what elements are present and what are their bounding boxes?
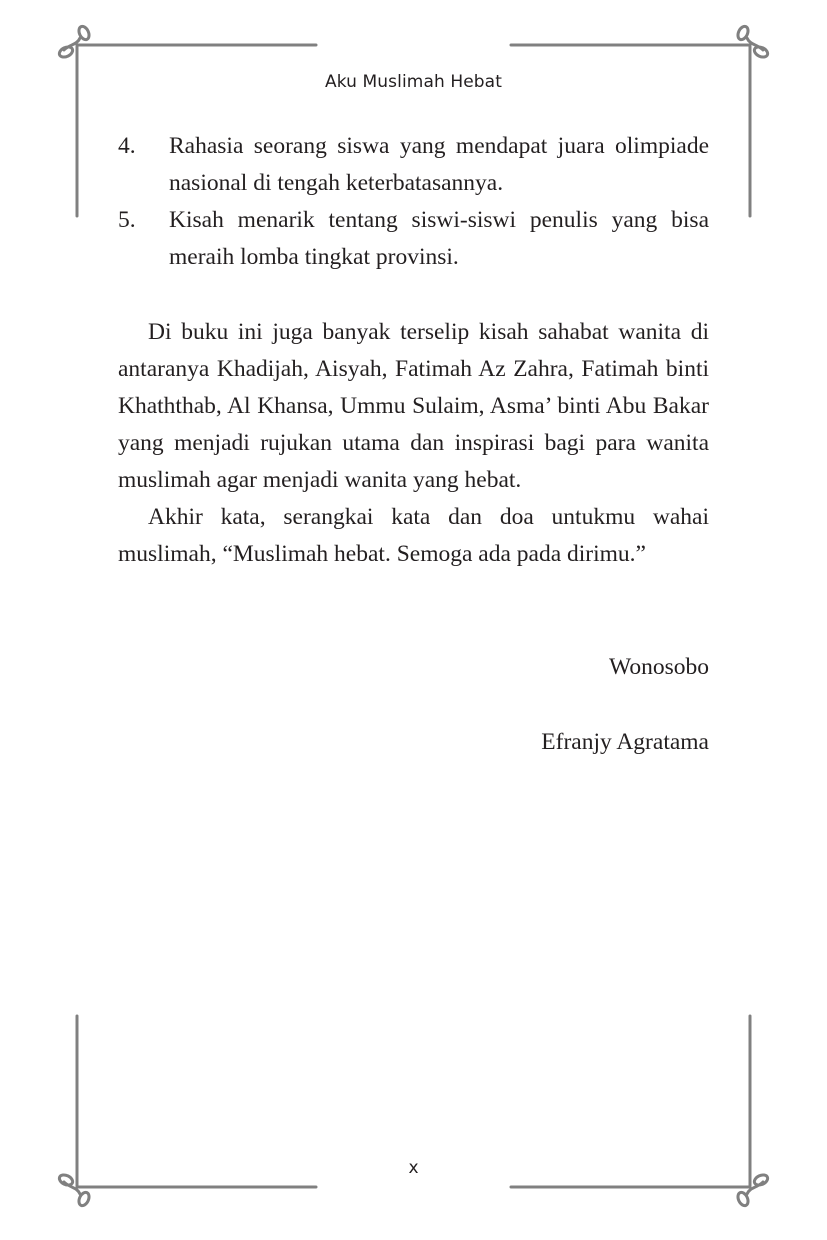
list-item-number: 5. <box>118 207 136 233</box>
closing-place: Wonosobo <box>609 654 709 680</box>
list-item-text: Kisah menarik tentang siswi-siswi penulis yang bisa meraih lomba tingkat provinsi. <box>169 207 709 270</box>
list-item <box>118 128 709 202</box>
list-item-number: 4. <box>118 133 136 159</box>
page-body <box>118 128 709 761</box>
list-item-text: Rahasia seorang siswa yang mendapat juara olimpiade nasional di tengah keterbatasannya. <box>169 133 709 196</box>
page-number: x <box>408 1158 419 1178</box>
body-paragraph: Di buku ini juga banyak terselip kisah sahabat wanita di antaranya Khadijah, Aisyah, Fatimah Az Zahra, Fatimah binti Khaththab, Al Khansa, Ummu Sulaim, Asma’ binti Abu Bakar yang menjadi rujukan utama dan inspirasi bagi para wanita muslimah agar menjadi wanita yang hebat. <box>118 319 709 493</box>
running-header-title: Aku Muslimah Hebat <box>325 72 502 92</box>
bottom-right-corner-ornament <box>511 1016 769 1207</box>
closing-author: Efranjy Agratama <box>541 729 709 755</box>
numbered-list <box>118 128 709 276</box>
bottom-left-corner-ornament <box>58 1016 316 1207</box>
body-paragraph: Akhir kata, serangkai kata dan doa untukmu wahai muslimah, “Muslimah hebat. Semoga ada pada dirimu.” <box>118 504 709 567</box>
list-item <box>118 202 709 276</box>
